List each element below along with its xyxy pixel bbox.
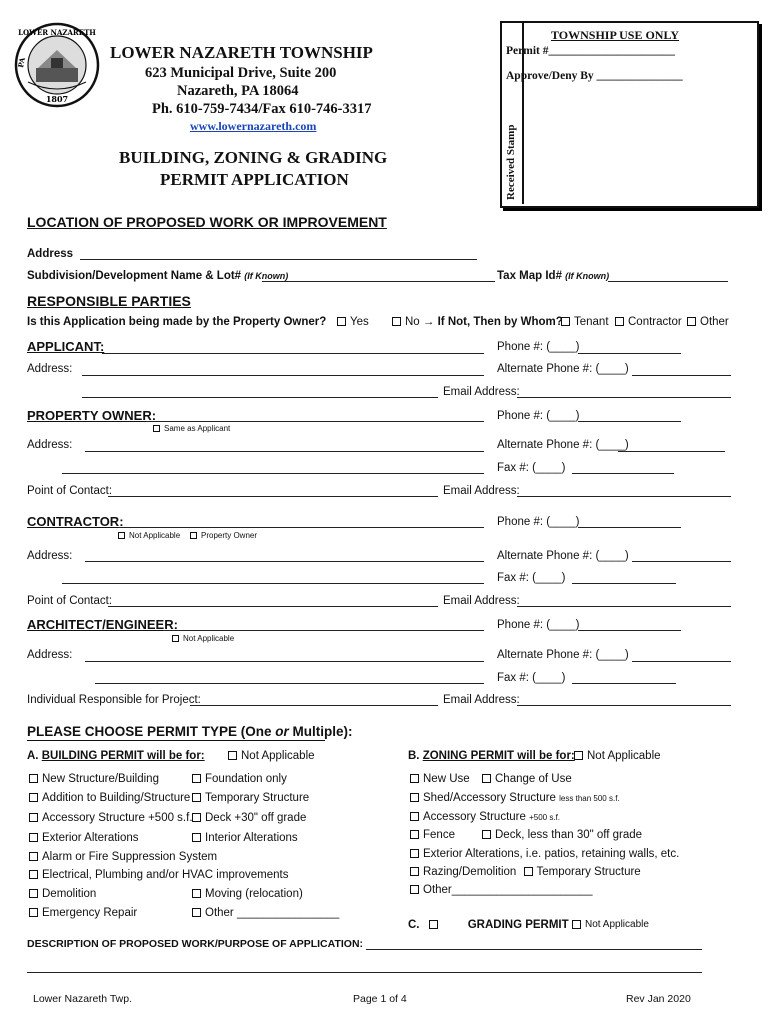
architect-address-field-2[interactable] [95, 683, 484, 684]
building-option[interactable]: Deck +30" off grade [192, 812, 306, 824]
owner-address-field-1[interactable] [85, 451, 484, 452]
contractor-heading: CONTRACTOR: [27, 514, 124, 529]
building-permit-title: A. BUILDING PERMIT will be for: [27, 750, 205, 762]
zoning-option[interactable]: Accessory Structure +500 s.f. [410, 811, 560, 823]
township-title: LOWER NAZARETH TOWNSHIP [110, 43, 373, 62]
checkbox[interactable] [410, 885, 419, 894]
received-stamp-label: Received Stamp [505, 124, 517, 200]
applicant-address-label: Address: [27, 363, 73, 375]
form-title-line-2: PERMIT APPLICATION [160, 170, 349, 189]
contractor-name-field[interactable] [118, 527, 484, 528]
contractor-email-label: Email Address: [443, 595, 520, 607]
tax-map-field[interactable] [608, 281, 728, 282]
other-checkbox[interactable] [687, 317, 696, 326]
address-line-2: Nazareth, PA 18064 [177, 83, 299, 99]
svg-text:1807: 1807 [45, 94, 69, 104]
architect-email-label: Email Address: [443, 694, 520, 706]
checkbox[interactable] [192, 793, 201, 802]
owner-address-label: Address: [27, 439, 73, 451]
checkbox[interactable] [192, 813, 201, 822]
building-option[interactable]: Interior Alterations [192, 832, 298, 844]
checkbox[interactable] [29, 793, 38, 802]
grading-checkbox[interactable] [429, 920, 438, 929]
architect-phone-field[interactable] [578, 630, 681, 631]
svg-text:LOWER NAZARETH: LOWER NAZARETH [18, 28, 96, 37]
yes-checkbox[interactable] [337, 317, 346, 326]
contractor-checkbox[interactable] [615, 317, 624, 326]
zoning-option[interactable]: Fence [410, 829, 455, 841]
checkbox[interactable] [29, 889, 38, 898]
option-contractor[interactable]: Contractor [615, 316, 682, 328]
building-na-option[interactable]: Not Applicable [228, 750, 315, 762]
subdivision-field[interactable] [262, 281, 495, 282]
architect-address-field-1[interactable] [85, 661, 484, 662]
contractor-alt-phone-label: Alternate Phone #: (____) [497, 550, 629, 562]
responsible-individual-label: Individual Responsible for Project: [27, 694, 201, 706]
owner-poc-label: Point of Contact: [27, 485, 113, 497]
building-option[interactable]: Moving (relocation) [192, 888, 303, 900]
checkbox[interactable] [29, 908, 38, 917]
zoning-option[interactable]: Exterior Alterations, i.e. patios, retaining walls, etc. [410, 848, 679, 860]
owner-email-field[interactable] [517, 496, 731, 497]
building-option[interactable]: Foundation only [192, 773, 287, 785]
checkbox[interactable] [410, 812, 419, 821]
architect-fax-field[interactable] [572, 683, 676, 684]
description-field-2[interactable] [27, 972, 702, 973]
building-option[interactable]: Exterior Alterations [29, 832, 139, 844]
architect-fax-label: Fax #: (____) [497, 672, 566, 684]
zoning-permit-title: B. ZONING PERMIT will be for: [408, 750, 575, 762]
zoning-option[interactable]: Change of Use [482, 773, 572, 785]
phone-fax-line: Ph. 610-759-7434/Fax 610-746-3317 [152, 101, 372, 117]
applicant-alt-phone-label: Alternate Phone #: (____) [497, 363, 629, 375]
architect-na-option[interactable]: Not Applicable [172, 634, 234, 643]
contractor-fax-label: Fax #: (____) [497, 572, 566, 584]
option-yes[interactable]: Yes [337, 316, 369, 328]
building-option[interactable]: Emergency Repair [29, 907, 137, 919]
checkbox[interactable] [29, 852, 38, 861]
applicant-name-field[interactable] [102, 353, 484, 354]
location-heading: LOCATION OF PROPOSED WORK OR IMPROVEMENT [27, 214, 387, 230]
contractor-address-field-2[interactable] [62, 583, 484, 584]
architect-alt-phone-label: Alternate Phone #: (____) [497, 649, 629, 661]
permit-type-underline [27, 740, 325, 741]
responsible-heading: RESPONSIBLE PARTIES [27, 293, 191, 309]
checkbox[interactable] [192, 774, 201, 783]
checkbox[interactable] [524, 867, 533, 876]
description-label: DESCRIPTION OF PROPOSED WORK/PURPOSE OF APPLICATION: [27, 938, 364, 950]
architect-name-field[interactable] [163, 630, 484, 631]
architect-address-label: Address: [27, 649, 73, 661]
applicant-heading: APPLICANT: [27, 339, 105, 354]
contractor-na-checkbox[interactable] [118, 532, 125, 539]
checkbox[interactable] [410, 849, 419, 858]
option-tenant[interactable]: Tenant [561, 316, 609, 328]
zoning-option[interactable]: Shed/Accessory Structure less than 500 s.f. [410, 792, 620, 804]
owner-fax-label: Fax #: (____) [497, 462, 566, 474]
location-address-label: Address [27, 248, 74, 260]
zoning-na-option[interactable]: Not Applicable [574, 750, 661, 762]
owner-address-field-2[interactable] [62, 473, 484, 474]
contractor-po-checkbox[interactable] [190, 532, 197, 539]
checkbox[interactable] [482, 774, 491, 783]
contractor-phone-label: Phone #: (____) [497, 516, 580, 528]
zoning-option[interactable]: Razing/Demolition Temporary Structure [410, 866, 641, 878]
owner-fax-field[interactable] [572, 473, 674, 474]
contractor-alt-phone-field[interactable] [632, 561, 731, 562]
contractor-fax-field[interactable] [572, 583, 676, 584]
no-checkbox[interactable] [392, 317, 401, 326]
building-option[interactable]: Temporary Structure [192, 792, 309, 804]
owner-phone-field[interactable] [578, 421, 681, 422]
checkbox[interactable] [410, 867, 419, 876]
tax-map-label: Tax Map Id# (If Known) [497, 270, 610, 282]
applicant-phone-field[interactable] [578, 353, 681, 354]
contractor-poc-field[interactable] [108, 606, 438, 607]
grading-na-option[interactable]: Not Applicable [572, 919, 649, 930]
checkbox[interactable] [29, 813, 38, 822]
address-line-1: 623 Municipal Drive, Suite 200 [145, 65, 337, 81]
township-seal [14, 22, 100, 108]
building-option[interactable]: Accessory Structure +500 s.f. [29, 812, 193, 824]
option-other[interactable]: Other [687, 316, 729, 328]
owner-heading: PROPERTY OWNER: [27, 408, 157, 423]
permit-number-label: Permit #______________________ [506, 45, 675, 57]
architect-na-checkbox[interactable] [172, 635, 179, 642]
township-use-heading: TOWNSHIP USE ONLY [551, 28, 680, 42]
applicant-address-field-2[interactable] [82, 397, 438, 398]
owner-question: Is this Application being made by the Property Owner? [27, 316, 327, 328]
zoning-na-checkbox[interactable] [574, 751, 583, 760]
approve-deny-label: Approve/Deny By _______________ [506, 70, 683, 82]
owner-poc-field[interactable] [108, 496, 438, 497]
applicant-address-field-1[interactable] [82, 375, 484, 376]
contractor-po-option[interactable]: Property Owner [190, 531, 257, 540]
contractor-poc-label: Point of Contact: [27, 595, 113, 607]
owner-name-field[interactable] [146, 421, 484, 422]
footer-page: Page 1 of 4 [353, 993, 407, 1005]
applicant-email-field[interactable] [517, 397, 731, 398]
footer-rev: Rev Jan 2020 [626, 993, 691, 1005]
contractor-address-label: Address: [27, 550, 73, 562]
same-as-applicant-option[interactable]: Same as Applicant [153, 424, 230, 433]
footer-left: Lower Nazareth Twp. [33, 993, 133, 1005]
checkbox[interactable] [29, 774, 38, 783]
option-no[interactable]: No → If Not, Then by Whom? [392, 316, 563, 328]
building-option[interactable]: Other ________________ [192, 907, 339, 919]
architect-heading: ARCHITECT/ENGINEER: [27, 617, 178, 632]
description-field-1[interactable] [366, 949, 702, 950]
subdivision-label: Subdivision/Development Name & Lot# (If Known) [27, 270, 289, 282]
svg-text:PA: PA [16, 56, 27, 69]
grading-permit-title: C. GRADING PERMIT [408, 919, 569, 931]
applicant-phone-label: Phone #: (____) [497, 341, 580, 353]
contractor-phone-field[interactable] [578, 527, 681, 528]
grading-na-checkbox[interactable] [572, 920, 581, 929]
zoning-option[interactable]: Other______________________ [410, 884, 592, 896]
contractor-na-option[interactable]: Not Applicable [118, 531, 180, 540]
location-address-field[interactable] [80, 259, 477, 260]
architect-email-field[interactable] [517, 705, 731, 706]
applicant-alt-phone-field[interactable] [632, 375, 731, 376]
checkbox[interactable] [192, 908, 201, 917]
checkbox[interactable] [192, 833, 201, 842]
checkbox[interactable] [410, 774, 419, 783]
contractor-address-field-1[interactable] [85, 561, 484, 562]
checkbox[interactable] [192, 889, 201, 898]
building-option[interactable]: Alarm or Fire Suppression System [29, 851, 217, 863]
checkbox[interactable] [410, 830, 419, 839]
permit-type-heading: PLEASE CHOOSE PERMIT TYPE (One or Multiple): [27, 724, 353, 739]
owner-email-label: Email Address: [443, 485, 520, 497]
website-link[interactable]: www.lowernazareth.com [190, 119, 317, 133]
building-option[interactable]: Addition to Building/Structure [29, 792, 190, 804]
form-title-line-1: BUILDING, ZONING & GRADING [119, 148, 388, 167]
zoning-option[interactable]: Deck, less than 30" off grade [482, 829, 642, 841]
checkbox[interactable] [482, 830, 491, 839]
tenant-checkbox[interactable] [561, 317, 570, 326]
same-as-applicant-checkbox[interactable] [153, 425, 160, 432]
architect-phone-label: Phone #: (____) [497, 619, 580, 631]
responsible-individual-field[interactable] [190, 705, 438, 706]
building-na-checkbox[interactable] [228, 751, 237, 760]
owner-alt-phone-field[interactable] [618, 451, 725, 452]
owner-phone-label: Phone #: (____) [497, 410, 580, 422]
architect-alt-phone-field[interactable] [632, 661, 731, 662]
zoning-option[interactable]: New Use [410, 773, 470, 785]
building-option[interactable]: New Structure/Building [29, 773, 159, 785]
owner-alt-phone-label: Alternate Phone #: (____) [497, 439, 629, 451]
checkbox[interactable] [29, 833, 38, 842]
building-option[interactable]: Electrical, Plumbing and/or HVAC improvements [29, 869, 289, 881]
applicant-email-label: Email Address: [443, 386, 520, 398]
checkbox[interactable] [29, 870, 38, 879]
checkbox[interactable] [410, 793, 419, 802]
building-option[interactable]: Demolition [29, 888, 96, 900]
contractor-email-field[interactable] [517, 606, 731, 607]
